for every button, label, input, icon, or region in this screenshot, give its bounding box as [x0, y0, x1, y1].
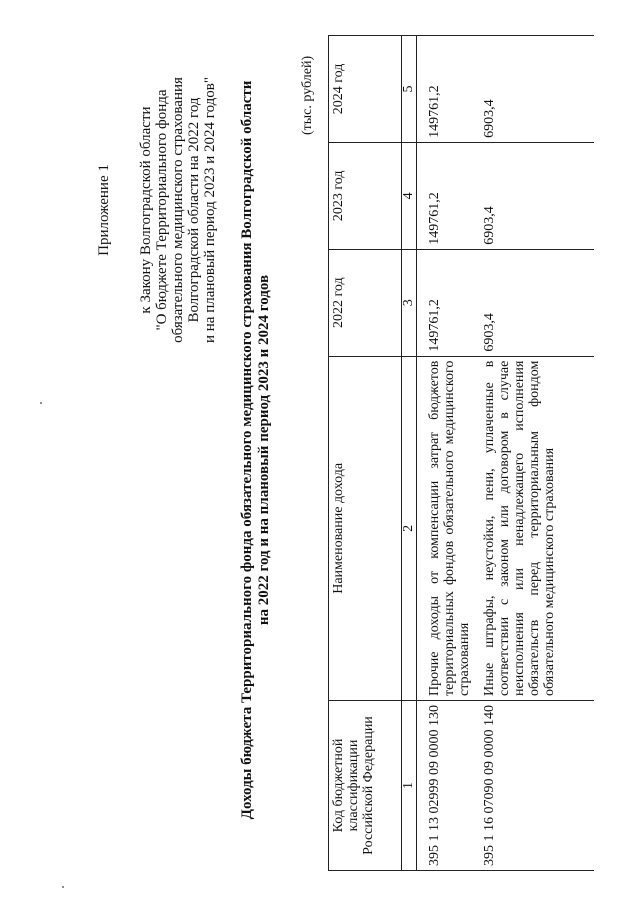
appendix-line: и на плановый период 2023 и 2024 годов" [202, 77, 218, 343]
scan-speck [62, 886, 64, 888]
document-title-line: Доходы бюджета Территориального фонда обязательного медицинского страхования Волгоградской области [239, 80, 255, 820]
header-code-label: Код бюджетной классификации Российской Федерации [331, 716, 376, 855]
appendix-line: обязательного медицинского страхования [170, 77, 186, 343]
appendix-line: "О бюджете Территориального фонда [154, 89, 170, 331]
row-value-2024: 6903,4 [472, 36, 594, 143]
document-title-line: на 2022 год и на плановый период 2023 и 2024 годов [256, 274, 272, 626]
column-number-row [402, 36, 417, 871]
header-2024: 2024 год [329, 36, 402, 143]
column-number: 5 [402, 36, 417, 143]
row-value-2023: 6903,4 [472, 142, 594, 249]
appendix-line: Волгоградской области на 2022 год [186, 97, 202, 323]
row-value-2022: 6903,4 [472, 249, 594, 356]
header-2022: 2022 год [329, 249, 402, 356]
header-2023: 2023 год [329, 142, 402, 249]
scan-speck [40, 402, 42, 404]
appendix-block [96, 45, 218, 375]
row-value-2022: 149761,2 [417, 249, 473, 356]
header-name: Наименование дохода [329, 356, 402, 700]
table-header-row [329, 36, 402, 871]
row-code: 395 1 13 02999 09 0000 130 [417, 701, 473, 871]
row-value-2023: 149761,2 [417, 142, 473, 249]
appendix-title: Приложение 1 [96, 164, 112, 256]
header-code [329, 701, 402, 871]
row-value-2024: 149761,2 [417, 36, 473, 143]
row-code: 395 1 16 07090 09 0000 140 [472, 701, 594, 871]
column-number: 4 [402, 142, 417, 249]
column-number: 3 [402, 249, 417, 356]
column-number: 1 [402, 701, 417, 871]
column-number: 2 [402, 356, 417, 700]
row-name: Прочие доходы от компенсации затрат бюджетов территориальных фондов обязательного медицинского страхования [417, 356, 473, 700]
revenue-table [328, 35, 594, 871]
table-row [417, 36, 473, 871]
table-row [472, 36, 594, 871]
appendix-line: к Закону Волгоградской области [138, 106, 154, 314]
row-name: Иные штрафы, неустойки, пени, уплаченные в соответствии с законом или договором в случае неисполнения или ненадлежащего исполнения обязательств перед территориальным фондом обязательного медицинского страхования [472, 356, 594, 700]
document-title [239, 35, 273, 865]
units-label: (тыс. рублей) [300, 55, 315, 135]
